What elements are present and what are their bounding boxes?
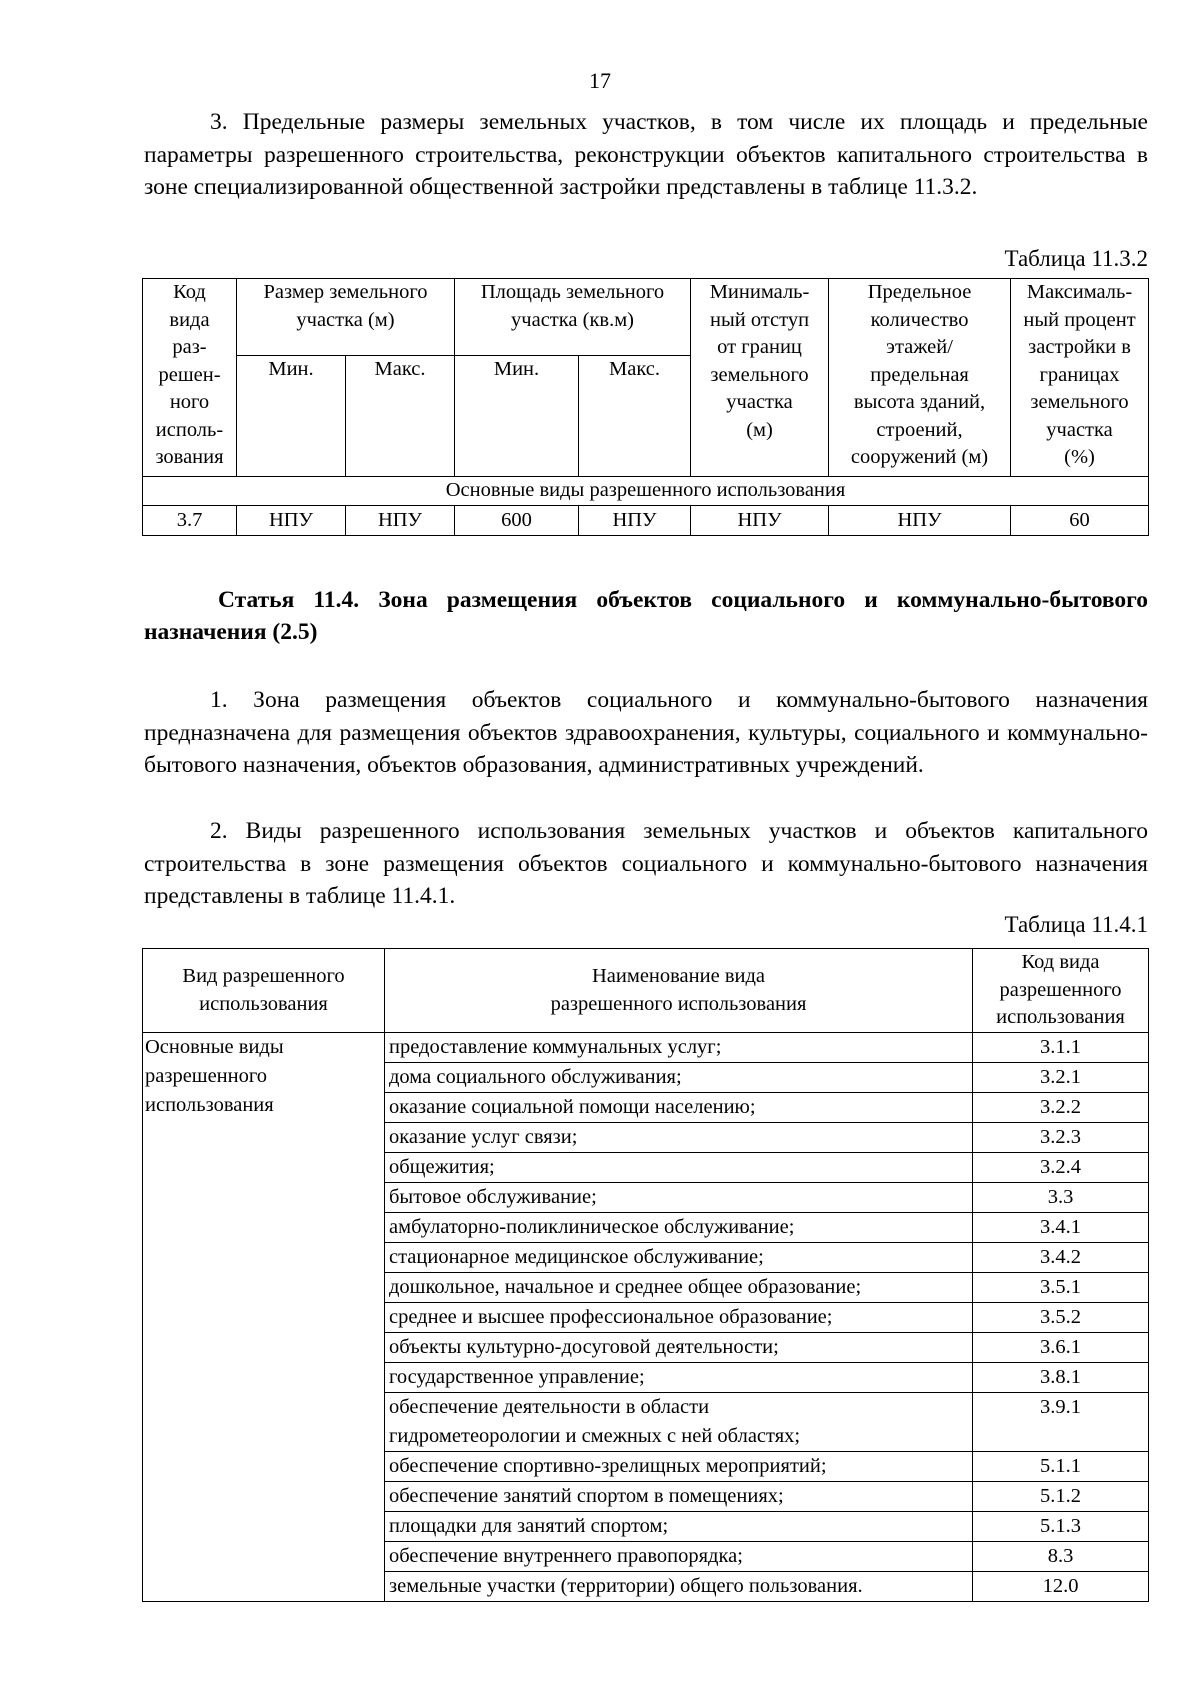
cell-setback: НПУ — [691, 506, 829, 536]
use-name: среднее и высшее профессиональное образование; — [385, 1303, 973, 1333]
header-use-code: Код вида разрешенного использования — [973, 949, 1149, 1033]
group-row: Основные виды разрешенного использования — [143, 477, 1149, 506]
use-code: 5.1.3 — [973, 1512, 1149, 1542]
use-name: объекты культурно-досуговой деятельности; — [385, 1333, 973, 1363]
use-name: дошкольное, начальное и среднее общее образование; — [385, 1273, 973, 1303]
parameters-table — [142, 278, 1149, 536]
use-name: обеспечение спортивно-зрелищных мероприятий; — [385, 1452, 973, 1482]
subheader-area-max: Макс. — [579, 356, 691, 477]
header-max-floors: Предельное количество этажей/ предельная высота зданий, строений, сооружений (м) — [829, 279, 1011, 477]
cell-area-max: НПУ — [579, 506, 691, 536]
header-use-type: Вид разрешенного использования — [143, 949, 385, 1033]
use-name: амбулаторно-поликлиническое обслуживание; — [385, 1213, 973, 1243]
cell-area-min: 600 — [455, 506, 579, 536]
table-row — [143, 1033, 1149, 1063]
use-name: площадки для занятий спортом; — [385, 1512, 973, 1542]
use-code: 3.1.1 — [973, 1033, 1149, 1063]
use-code: 3.9.1 — [973, 1393, 1149, 1452]
header-lot-area: Площадь земельного участка (кв.м) — [455, 279, 691, 356]
header-use-name: Наименование вида разрешенного использования — [385, 949, 973, 1033]
use-code: 3.4.2 — [973, 1243, 1149, 1273]
subheader-size-max: Макс. — [346, 356, 455, 477]
cell-floors: НПУ — [829, 506, 1011, 536]
cell-percent: 60 — [1011, 506, 1149, 536]
use-code: 3.2.1 — [973, 1063, 1149, 1093]
use-code: 3.2.4 — [973, 1153, 1149, 1183]
use-name: обеспечение внутреннего правопорядка; — [385, 1542, 973, 1572]
use-code: 3.2.3 — [973, 1123, 1149, 1153]
table-row — [143, 506, 1149, 536]
use-code: 3.4.1 — [973, 1213, 1149, 1243]
use-name: обеспечение занятий спортом в помещениях; — [385, 1482, 973, 1512]
use-name: оказание услуг связи; — [385, 1123, 973, 1153]
use-code: 3.8.1 — [973, 1363, 1149, 1393]
use-code: 3.3 — [973, 1183, 1149, 1213]
use-name: дома социального обслуживания; — [385, 1063, 973, 1093]
header-lot-size: Размер земельного участка (м) — [237, 279, 455, 356]
use-code: 12.0 — [973, 1572, 1149, 1602]
use-code: 3.5.2 — [973, 1303, 1149, 1333]
use-name: бытовое обслуживание; — [385, 1183, 973, 1213]
use-code: 3.2.2 — [973, 1093, 1149, 1123]
paragraph-2: 2. Виды разрешенного использования земельных участков и объектов капитального строительства в зоне размещения объектов социального и коммунально-бытового назначения представлены в таблице 11.4.1. — [144, 818, 1148, 910]
subheader-size-min: Мин. — [237, 356, 346, 477]
paragraph-3: 3. Предельные размеры земельных участков, в том числе их площадь и предельные параметры разрешенного строительства, реконструкции объектов капитального строительства в зоне специализированной общественной застройки представлены в таблице 11.3.2. — [144, 109, 1148, 201]
use-code: 3.6.1 — [973, 1333, 1149, 1363]
permitted-uses-table — [142, 948, 1149, 1602]
use-name: обеспечение деятельности в области гидрометеорологии и смежных с ней областях; — [385, 1393, 973, 1452]
table-caption-11-3-2: Таблица 11.3.2 — [1004, 246, 1148, 271]
use-code: 3.5.1 — [973, 1273, 1149, 1303]
cell-size-max: НПУ — [346, 506, 455, 536]
use-name: земельные участки (территории) общего пользования. — [385, 1572, 973, 1602]
paragraph-1: 1. Зона размещения объектов социального и коммунально-бытового назначения предназначена для размещения объектов здравоохранения, культуры, социального и коммунально-бытового назначения, объектов образования, административных учреждений. — [144, 687, 1148, 779]
page-number: 17 — [589, 68, 611, 93]
use-code: 5.1.1 — [973, 1452, 1149, 1482]
use-name: стационарное медицинское обслуживание; — [385, 1243, 973, 1273]
use-name: предоставление коммунальных услуг; — [385, 1033, 973, 1063]
subheader-area-min: Мин. — [455, 356, 579, 477]
use-name: оказание социальной помощи населению; — [385, 1093, 973, 1123]
header-code: Код вида раз- решен- ного исполь- зования — [143, 279, 237, 477]
use-code: 5.1.2 — [973, 1482, 1149, 1512]
header-max-percent: Максималь- ный процент застройки в границах земельного участка (%) — [1011, 279, 1149, 477]
table-caption-11-4-1: Таблица 11.4.1 — [1004, 912, 1148, 937]
cell-size-min: НПУ — [237, 506, 346, 536]
header-min-setback: Минималь- ный отступ от границ земельного участка (м) — [691, 279, 829, 477]
article-11-4-heading: Статья 11.4. Зона размещения объектов социального и коммунально-бытового назначения (2.5) — [144, 587, 1148, 645]
use-code: 8.3 — [973, 1542, 1149, 1572]
use-name: государственное управление; — [385, 1363, 973, 1393]
use-name: общежития; — [385, 1153, 973, 1183]
group-label: Основные виды разрешенного использования — [143, 1033, 385, 1602]
cell-code: 3.7 — [143, 506, 237, 536]
